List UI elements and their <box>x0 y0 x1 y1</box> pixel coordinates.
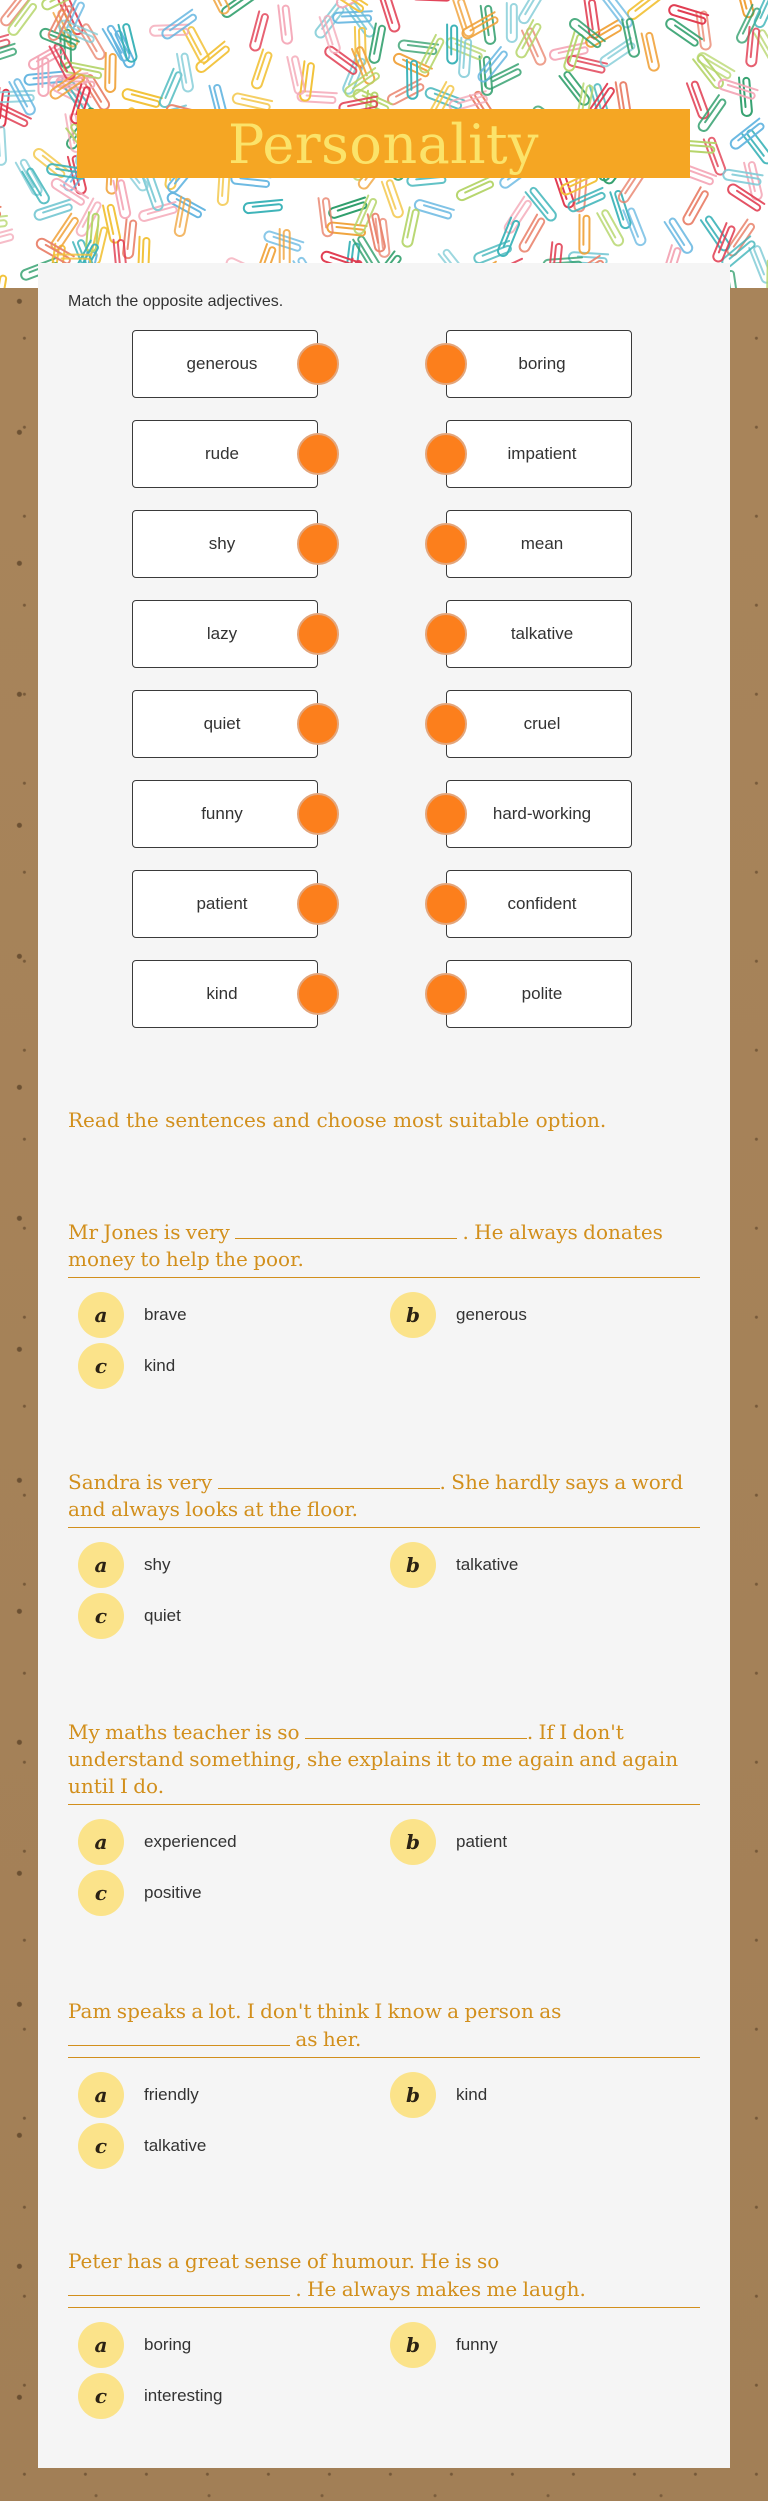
match-item-right-label: hard-working <box>492 804 592 823</box>
question-text-before: Mr Jones is very <box>68 1220 236 1244</box>
match-connector-left[interactable] <box>297 613 339 655</box>
question-block <box>68 1998 700 2168</box>
match-item-left[interactable] <box>132 510 318 578</box>
answer-blank <box>218 1468 440 1489</box>
question-text-after: . He always donates money to help the poor. <box>68 1220 663 1271</box>
option-b[interactable] <box>390 1819 507 1865</box>
match-connector-right[interactable] <box>425 793 467 835</box>
match-connector-left[interactable] <box>297 883 339 925</box>
answer-blank <box>235 1218 457 1239</box>
option-label: brave <box>144 1305 187 1324</box>
answer-options <box>68 2058 700 2168</box>
match-connector-right[interactable] <box>425 433 467 475</box>
option-letter-b-icon: b <box>390 1819 436 1865</box>
match-item-left-label: lazy <box>206 624 238 643</box>
option-letter-a-icon: a <box>78 1292 124 1338</box>
match-item-right[interactable] <box>446 600 632 668</box>
option-letter-c-icon: c <box>78 1593 124 1639</box>
question-text-after: . He always makes me laugh. <box>290 2277 586 2301</box>
option-letter-a-icon: a <box>78 2072 124 2118</box>
option-label: quiet <box>144 1606 181 1625</box>
question-block <box>68 1468 700 1638</box>
question-text-after: . If I don't understand something, she explains it to me again and again until I do. <box>68 1720 679 1798</box>
match-connector-right[interactable] <box>425 523 467 565</box>
option-label: experienced <box>144 1832 237 1851</box>
option-letter-b-icon: b <box>390 1542 436 1588</box>
option-letter-c-icon: c <box>78 1870 124 1916</box>
question-block <box>68 1718 700 1915</box>
match-item-left-label: kind <box>206 984 238 1003</box>
question-text <box>68 1218 700 1278</box>
page-title: Personality <box>227 112 540 176</box>
option-label: talkative <box>144 2136 207 2155</box>
question-text-before: Pam speaks a lot. I don't think I know a person as <box>68 1999 562 2023</box>
match-item-right-label: mean <box>520 534 564 553</box>
match-item-left[interactable] <box>132 690 318 758</box>
matching-instruction: Match the opposite adjectives. <box>68 293 284 310</box>
match-item-right[interactable] <box>446 870 632 938</box>
question-text-before: Peter has a great sense of humour. He is so <box>68 2249 500 2273</box>
option-b[interactable] <box>390 2072 487 2118</box>
option-a[interactable] <box>78 1292 187 1338</box>
question-text <box>68 2248 700 2308</box>
match-item-left-label: patient <box>196 894 248 913</box>
option-label: positive <box>144 1883 202 1902</box>
match-item-left-label: funny <box>201 804 243 823</box>
match-item-left[interactable] <box>132 420 318 488</box>
question-text-after: as her. <box>290 2027 362 2051</box>
option-label: boring <box>144 2335 192 2354</box>
option-a[interactable] <box>78 2322 191 2368</box>
match-item-right-label: impatient <box>507 444 577 463</box>
option-letter-c-icon: c <box>78 2123 124 2169</box>
option-letter-b-icon: b <box>390 2072 436 2118</box>
match-connector-left[interactable] <box>297 523 339 565</box>
quiz-instruction: Read the sentences and choose most suitable option. <box>68 1108 607 1132</box>
match-connector-left[interactable] <box>297 703 339 745</box>
option-label: interesting <box>144 2386 223 2405</box>
worksheet-card <box>38 263 730 2468</box>
answer-options <box>68 1805 700 1915</box>
header-banner-area <box>0 0 768 288</box>
match-item-right[interactable] <box>446 420 632 488</box>
option-a[interactable] <box>78 1542 170 1588</box>
option-c[interactable] <box>78 1593 181 1639</box>
match-item-left-label: generous <box>186 354 258 373</box>
option-label: patient <box>456 1832 508 1851</box>
option-label: generous <box>456 1305 527 1324</box>
option-letter-c-icon: c <box>78 1343 124 1389</box>
option-letter-a-icon: a <box>78 1542 124 1588</box>
match-item-right[interactable] <box>446 960 632 1028</box>
match-connector-right[interactable] <box>425 613 467 655</box>
answer-options <box>68 1278 700 1388</box>
option-c[interactable] <box>78 1870 202 1916</box>
match-item-left[interactable] <box>132 600 318 668</box>
answer-blank <box>68 2025 290 2046</box>
match-item-right-label: cruel <box>523 714 561 733</box>
answer-options <box>68 2308 700 2418</box>
option-label: kind <box>144 1356 176 1375</box>
option-c[interactable] <box>78 1343 175 1389</box>
option-label: kind <box>456 2085 488 2104</box>
option-b[interactable] <box>390 1292 527 1338</box>
match-item-left[interactable] <box>132 780 318 848</box>
match-item-left[interactable] <box>132 330 318 398</box>
option-letter-a-icon: a <box>78 2322 124 2368</box>
option-letter-a-icon: a <box>78 1819 124 1865</box>
option-a[interactable] <box>78 1819 237 1865</box>
match-item-left[interactable] <box>132 870 318 938</box>
option-label: talkative <box>456 1555 519 1574</box>
question-text <box>68 1468 700 1528</box>
match-connector-left[interactable] <box>297 343 339 385</box>
answer-blank <box>305 1718 527 1739</box>
option-b[interactable] <box>390 2322 498 2368</box>
question-block <box>68 1218 700 1388</box>
title-banner <box>77 109 690 178</box>
option-letter-b-icon: b <box>390 2322 436 2368</box>
option-label: shy <box>144 1555 171 1574</box>
question-text <box>68 1998 700 2058</box>
question-text <box>68 1718 700 1805</box>
option-letter-b-icon: b <box>390 1292 436 1338</box>
match-item-right-label: talkative <box>510 624 574 643</box>
answer-options <box>68 1528 700 1638</box>
match-item-left-label: shy <box>208 534 236 553</box>
match-item-right[interactable] <box>446 780 632 848</box>
match-item-right[interactable] <box>446 330 632 398</box>
match-connector-right[interactable] <box>425 703 467 745</box>
option-c[interactable] <box>78 2373 222 2419</box>
question-text-after: . She hardly says a word and always looks at the floor. <box>68 1470 684 1521</box>
match-connector-left[interactable] <box>297 793 339 835</box>
match-item-right[interactable] <box>446 510 632 578</box>
match-connector-right[interactable] <box>425 973 467 1015</box>
match-item-right-label: boring <box>518 354 566 373</box>
question-text-before: Sandra is very <box>68 1470 218 1494</box>
match-item-left[interactable] <box>132 960 318 1028</box>
question-block <box>68 2248 700 2418</box>
answer-blank <box>68 2275 290 2296</box>
match-item-right-label: confident <box>507 894 577 913</box>
option-label: friendly <box>144 2085 199 2104</box>
match-item-right[interactable] <box>446 690 632 758</box>
option-label: funny <box>456 2335 498 2354</box>
option-c[interactable] <box>78 2123 206 2169</box>
question-text-before: My maths teacher is so <box>68 1720 305 1744</box>
match-item-right-label: polite <box>521 984 563 1003</box>
match-connector-left[interactable] <box>297 433 339 475</box>
match-item-left-label: rude <box>204 444 240 463</box>
match-connector-left[interactable] <box>297 973 339 1015</box>
match-connector-right[interactable] <box>425 343 467 385</box>
match-item-left-label: quiet <box>203 714 241 733</box>
option-b[interactable] <box>390 1542 518 1588</box>
option-letter-c-icon: c <box>78 2373 124 2419</box>
match-connector-right[interactable] <box>425 883 467 925</box>
option-a[interactable] <box>78 2072 199 2118</box>
